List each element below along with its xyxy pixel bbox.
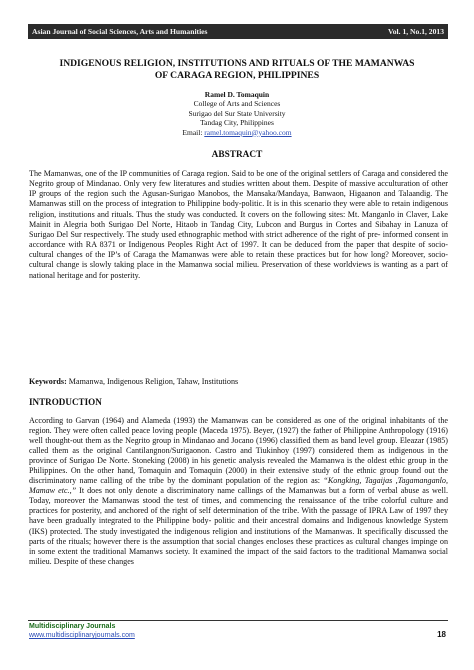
intro-quote: “Kongking, Tagaijas ,Tagamanganlo, Mamaw etc.,”	[29, 476, 448, 496]
author-block	[60, 90, 414, 137]
journal-name: Asian Journal of Social Sciences, Arts and Humanities	[32, 27, 208, 36]
footer-journal-name: Multidisciplinary Journals	[29, 623, 116, 630]
abstract-heading: ABSTRACT	[211, 150, 263, 160]
footer-divider	[28, 620, 448, 621]
author-name: Ramel D. Tomaquin	[204, 90, 270, 99]
author-email-line	[60, 128, 414, 137]
intro-text-part-1: According to Garvan (1964) and Alameda (1993) the Mamanwas can be considered as one of the original inhabitants of the region. They were often called peace loving people (Maceda 1975). Beyer, (1927) the father of Philippine Anthropology (1916) well thought-out them as the Negrito group in Mindanao and Jocano (1996) classified them as band level group. Eleazar (1985) called them as the original Cantilangnon/Surigaonon. Castro and Tiukinhoy (1997) considered them as indigenous in the province of Surigao De Norte. Stoneking (2008) in his genetic analysis revealed the Mamanwa is the oldest ethic group in the Philippines. On the other hand, Tomaquin and Tomaquin (2000) in their extensive study of the ethnic group found out the discriminatory name calling of the tribe by the dominant population of the region as:	[29, 416, 448, 486]
footer-url-link[interactable]: www.multidisciplinaryjournals.com	[29, 632, 135, 639]
email-label: Email:	[182, 127, 205, 137]
volume-info: Vol. 1, No.1, 2013	[387, 27, 444, 36]
keywords-text: Mamanwa, Indigenous Religion, Tahaw, Institutions	[66, 377, 239, 386]
title-line-1: INDIGENOUS RELIGION, INSTITUTIONS AND RITUALS OF THE MAMANWAS	[59, 58, 415, 69]
introduction-body	[29, 416, 448, 567]
abstract-body: The Mamanwas, one of the IP communities of Caraga region. Said to be one of the original settlers of Caraga and considered the Negrito group of Mindanao. Only very few literatures and studies written about them. Despite of massive acculturation of other IP groups of the region such the Agusan-Surigao Manobos, the Mansaka/Mandaya, Banwaon, Higaanon and Talaandig. The Mamanwas still on the process of integration to Philippine body-politic. It is in this scenario they were able to retain indigenous religion, institutions and rituals. Thus the study was conducted. It covers on the following sites: Mt. Manganlo in Claver, Lake Mainit in Alegria both Surigao Del Norte, Hitaob in Tandag City, Lubcon and Burgus in Cortes and Sibahay in Lanuza of Surigao Del Sur respectively. The study used ethnographic method with strict adherence of the right of pre- informed consent in accordance with RA 8371 or Indigenous Peoples Right Act of 1997. It can be deduced from the paper that despite of socio-cultural changes of the IP’s of Caraga the Mamanwas were able to retain these practices but for how long? Moreover, socio-cultural change is slowly taking place in the Mamanwa social milieu. Preservation of these worldviews is wanting as a part of national heritage and for posterity.	[29, 169, 448, 280]
author-affiliation-3: Tandag City, Philippines	[200, 118, 274, 128]
author-affiliation-1: College of Arts and Sciences	[193, 99, 281, 109]
paper-title	[40, 58, 434, 82]
title-line-2: OF CARAGA REGION, PHILIPPINES	[154, 70, 320, 81]
page-number: 18	[437, 630, 446, 639]
intro-text-part-2: It does not only denote a discriminatory name callings of the Mamanwas but a form of verbal abuse as well. Today, moreover the Mamanwas stood the test of times, and commencing the renaissance of the tribe colorful culture and practices for posterity, and anchored of the right of self determination of the tribe. With the passage of IPRA Law of 1997 they have been gradually integrated to the Philippine body- politic and their ancestral domains and Indigenous knowledge System (IKS) protected. The study investigated the indigenous religion and institutions of the Mamanwas. It specifically discussed the parts of the rituals; however there is the assumption that social changes encloses these practices as cultural changes impinge on in some extent the traditional Mamanws society. It examined the impact of the said factors to the traditional Mamanwa social milieu. Despite of these changes	[29, 486, 448, 566]
keywords-line	[29, 377, 448, 386]
author-email-link[interactable]: ramel.tomaquin@yahoo.com	[204, 127, 292, 137]
journal-header-bar	[28, 24, 448, 39]
author-affiliation-2: Surigao del Sur State University	[188, 108, 286, 118]
introduction-heading: INTRODUCTION	[29, 397, 102, 407]
keywords-label: Keywords:	[29, 377, 67, 386]
